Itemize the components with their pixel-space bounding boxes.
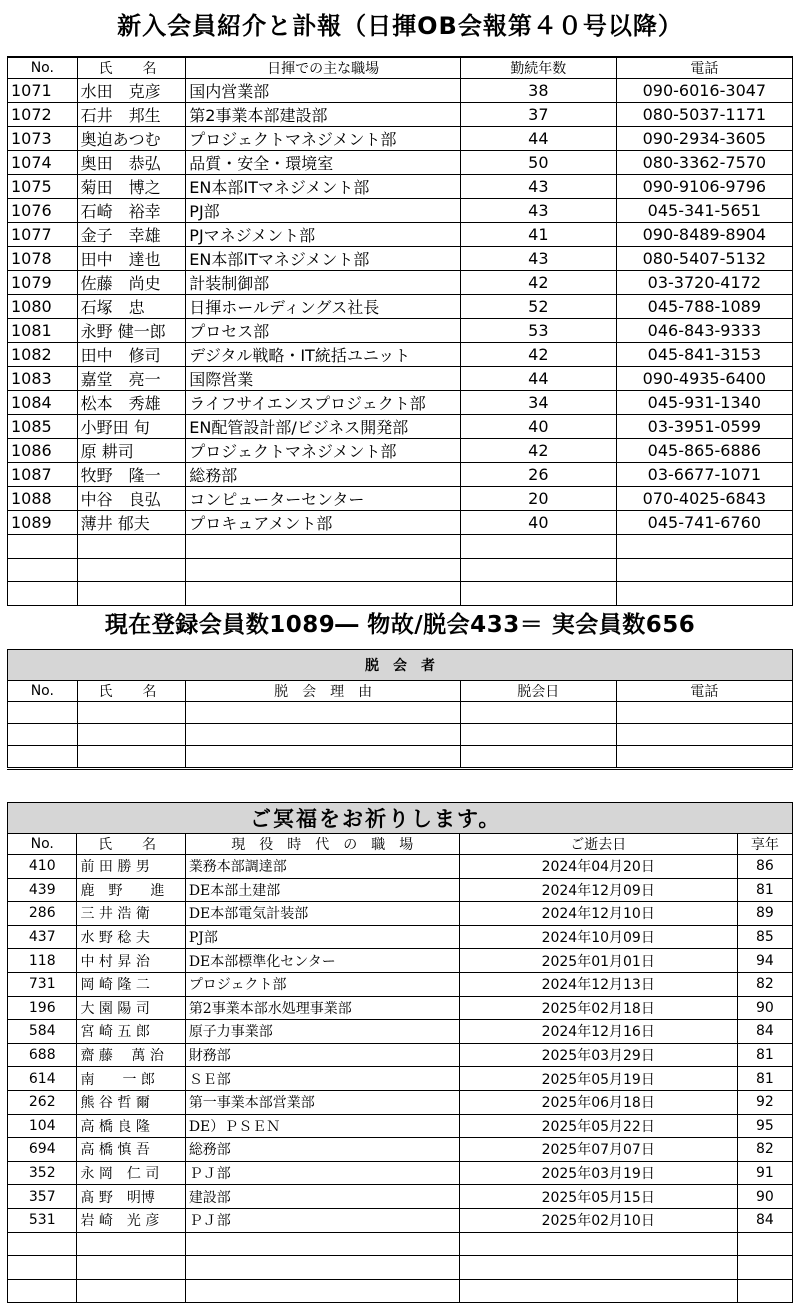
deceased-no: 104 bbox=[8, 1114, 77, 1138]
member-workplace: 国内営業部 bbox=[186, 79, 461, 103]
empty-cell bbox=[186, 724, 461, 746]
member-no: 1085 bbox=[8, 415, 78, 439]
member-workplace: 総務部 bbox=[186, 463, 461, 487]
header-workplace: 現 役 時 代 の 職 場 bbox=[185, 834, 459, 855]
member-name: 奥迫あつむ bbox=[77, 127, 186, 151]
empty-cell bbox=[8, 1256, 77, 1280]
deceased-workplace: DE本部標準化センター bbox=[185, 949, 459, 973]
empty-cell bbox=[460, 746, 616, 769]
table-row bbox=[8, 1043, 793, 1067]
deceased-name: 髙 野 明博 bbox=[77, 1185, 185, 1209]
deceased-age: 84 bbox=[737, 1208, 792, 1232]
member-name: 石井 邦生 bbox=[77, 103, 186, 127]
member-no: 1087 bbox=[8, 463, 78, 487]
member-name: 薄井 郁夫 bbox=[77, 511, 186, 535]
table-row bbox=[8, 199, 793, 223]
deceased-name: 中 村 昇 治 bbox=[77, 949, 185, 973]
deceased-no: 614 bbox=[8, 1067, 77, 1091]
member-phone: 090-4935-6400 bbox=[616, 367, 792, 391]
blank-row bbox=[8, 558, 793, 582]
member-name: 奥田 恭弘 bbox=[77, 151, 186, 175]
empty-cell bbox=[77, 746, 186, 769]
deceased-name: 高 橋 良 隆 bbox=[77, 1114, 185, 1138]
withdrawn-banner: 脱 会 者 bbox=[8, 650, 793, 681]
deceased-workplace: ＰＪ部 bbox=[185, 1161, 459, 1185]
member-phone: 090-9106-9796 bbox=[616, 175, 792, 199]
deceased-workplace: DE本部電気計装部 bbox=[185, 902, 459, 926]
member-no: 1080 bbox=[8, 295, 78, 319]
empty-cell bbox=[460, 558, 616, 582]
empty-cell bbox=[77, 582, 186, 606]
member-years: 26 bbox=[460, 463, 616, 487]
table-row bbox=[8, 343, 793, 367]
header-reason: 脱 会 理 由 bbox=[186, 681, 461, 702]
table-header-row bbox=[8, 57, 793, 79]
member-no: 1086 bbox=[8, 439, 78, 463]
deceased-name: 三 井 浩 衛 bbox=[77, 902, 185, 926]
deceased-name: 齋 藤 萬 治 bbox=[77, 1043, 185, 1067]
member-no: 1089 bbox=[8, 511, 78, 535]
member-name: 菊田 博之 bbox=[77, 175, 186, 199]
member-workplace: プロジェクトマネジメント部 bbox=[186, 439, 461, 463]
table-header-row bbox=[8, 834, 793, 855]
header-no: No. bbox=[8, 834, 77, 855]
blank-row bbox=[8, 535, 793, 559]
member-years: 53 bbox=[460, 319, 616, 343]
deceased-table bbox=[7, 802, 793, 1303]
empty-cell bbox=[77, 724, 186, 746]
member-years: 50 bbox=[460, 151, 616, 175]
header-death-date: ご逝去日 bbox=[459, 834, 737, 855]
deceased-date: 2025年05月15日 bbox=[459, 1185, 737, 1209]
member-no: 1088 bbox=[8, 487, 78, 511]
table-row bbox=[8, 972, 793, 996]
table-row bbox=[8, 247, 793, 271]
deceased-date: 2024年10月09日 bbox=[459, 925, 737, 949]
deceased-no: 731 bbox=[8, 972, 77, 996]
member-workplace: PJ部 bbox=[186, 199, 461, 223]
empty-cell bbox=[459, 1256, 737, 1280]
deceased-age: 94 bbox=[737, 949, 792, 973]
member-phone: 080-5037-1171 bbox=[616, 103, 792, 127]
empty-cell bbox=[8, 558, 78, 582]
header-years: 勤続年数 bbox=[460, 57, 616, 79]
empty-cell bbox=[737, 1232, 792, 1256]
deceased-date: 2025年07月07日 bbox=[459, 1138, 737, 1162]
member-name: 水田 克彦 bbox=[77, 79, 186, 103]
blank-row bbox=[8, 1232, 793, 1256]
member-phone: 090-2934-3605 bbox=[616, 127, 792, 151]
member-phone: 080-3362-7570 bbox=[616, 151, 792, 175]
member-years: 40 bbox=[460, 511, 616, 535]
member-workplace: プロセス部 bbox=[186, 319, 461, 343]
empty-cell bbox=[8, 724, 78, 746]
blank-row bbox=[8, 724, 793, 746]
deceased-workplace: プロジェクト部 bbox=[185, 972, 459, 996]
member-years: 41 bbox=[460, 223, 616, 247]
blank-row bbox=[8, 702, 793, 724]
member-workplace: コンピューターセンター bbox=[186, 487, 461, 511]
member-workplace: 品質・安全・環境室 bbox=[186, 151, 461, 175]
member-workplace: PJマネジメント部 bbox=[186, 223, 461, 247]
member-years: 43 bbox=[460, 175, 616, 199]
member-workplace: プロキュアメント部 bbox=[186, 511, 461, 535]
empty-cell bbox=[460, 702, 616, 724]
deceased-date: 2024年12月10日 bbox=[459, 902, 737, 926]
deceased-age: 95 bbox=[737, 1114, 792, 1138]
empty-cell bbox=[460, 535, 616, 559]
member-name: 原 耕司 bbox=[77, 439, 186, 463]
member-no: 1079 bbox=[8, 271, 78, 295]
new-members-table bbox=[7, 56, 793, 606]
header-name: 氏 名 bbox=[77, 681, 186, 702]
table-row bbox=[8, 367, 793, 391]
empty-cell bbox=[8, 582, 78, 606]
header-name: 氏 名 bbox=[77, 57, 186, 79]
empty-cell bbox=[616, 582, 792, 606]
table-row bbox=[8, 1020, 793, 1044]
deceased-no: 688 bbox=[8, 1043, 77, 1067]
table-row bbox=[8, 1114, 793, 1138]
member-workplace: EN本部ITマネジメント部 bbox=[186, 175, 461, 199]
blank-row bbox=[8, 582, 793, 606]
empty-cell bbox=[460, 582, 616, 606]
deceased-workplace: 第2事業本部水処理事業部 bbox=[185, 996, 459, 1020]
new-members-title: 新入会員紹介と訃報（日揮OB会報第４０号以降） bbox=[117, 12, 683, 40]
member-years: 37 bbox=[460, 103, 616, 127]
table-row bbox=[8, 1090, 793, 1114]
member-workplace: 第2事業本部建設部 bbox=[186, 103, 461, 127]
table-row bbox=[8, 949, 793, 973]
header-phone: 電話 bbox=[616, 681, 792, 702]
empty-cell bbox=[8, 746, 78, 769]
member-years: 52 bbox=[460, 295, 616, 319]
table-row bbox=[8, 1138, 793, 1162]
empty-cell bbox=[186, 558, 461, 582]
empty-cell bbox=[8, 535, 78, 559]
member-no: 1081 bbox=[8, 319, 78, 343]
deceased-workplace: 総務部 bbox=[185, 1138, 459, 1162]
member-years: 43 bbox=[460, 247, 616, 271]
deceased-age: 81 bbox=[737, 1043, 792, 1067]
deceased-date: 2025年05月22日 bbox=[459, 1114, 737, 1138]
deceased-workplace: PJ部 bbox=[185, 925, 459, 949]
member-phone: 045-865-6886 bbox=[616, 439, 792, 463]
member-name: 小野田 旬 bbox=[77, 415, 186, 439]
deceased-no: 118 bbox=[8, 949, 77, 973]
deceased-age: 91 bbox=[737, 1161, 792, 1185]
deceased-age: 82 bbox=[737, 1138, 792, 1162]
member-workplace: ライフサイエンスプロジェクト部 bbox=[186, 391, 461, 415]
member-phone: 080-5407-5132 bbox=[616, 247, 792, 271]
deceased-name: 岩 崎 光 彦 bbox=[77, 1208, 185, 1232]
member-phone: 03-3951-0599 bbox=[616, 415, 792, 439]
table-row bbox=[8, 487, 793, 511]
deceased-workplace: 建設部 bbox=[185, 1185, 459, 1209]
deceased-date: 2024年12月13日 bbox=[459, 972, 737, 996]
deceased-age: 90 bbox=[737, 996, 792, 1020]
deceased-workplace: DE）ＰＳＥＮ bbox=[185, 1114, 459, 1138]
empty-cell bbox=[185, 1232, 459, 1256]
empty-cell bbox=[616, 746, 792, 769]
table-row bbox=[8, 996, 793, 1020]
table-row bbox=[8, 151, 793, 175]
member-phone: 046-843-9333 bbox=[616, 319, 792, 343]
deceased-age: 84 bbox=[737, 1020, 792, 1044]
member-workplace: 国際営業 bbox=[186, 367, 461, 391]
member-name: 永野 健一郎 bbox=[77, 319, 186, 343]
deceased-name: 宮 崎 五 郎 bbox=[77, 1020, 185, 1044]
member-name: 金子 幸雄 bbox=[77, 223, 186, 247]
table-row bbox=[8, 439, 793, 463]
member-phone: 070-4025-6843 bbox=[616, 487, 792, 511]
member-count-summary: 現在登録会員数1089― 物故/脱会433＝ 実会員数656 bbox=[104, 612, 696, 638]
member-workplace: 日揮ホールディングス社長 bbox=[186, 295, 461, 319]
member-phone: 045-841-3153 bbox=[616, 343, 792, 367]
empty-cell bbox=[616, 724, 792, 746]
member-years: 42 bbox=[460, 271, 616, 295]
empty-cell bbox=[77, 535, 186, 559]
deceased-workplace: 業務本部調達部 bbox=[185, 855, 459, 879]
header-no: No. bbox=[8, 57, 78, 79]
empty-cell bbox=[616, 702, 792, 724]
table-row bbox=[8, 175, 793, 199]
header-name: 氏 名 bbox=[77, 834, 185, 855]
deceased-no: 262 bbox=[8, 1090, 77, 1114]
member-phone: 090-8489-8904 bbox=[616, 223, 792, 247]
member-name: 松本 秀雄 bbox=[77, 391, 186, 415]
member-workplace: プロジェクトマネジメント部 bbox=[186, 127, 461, 151]
table-row bbox=[8, 391, 793, 415]
empty-cell bbox=[186, 746, 461, 769]
deceased-name: 高 橋 慎 吾 bbox=[77, 1138, 185, 1162]
empty-cell bbox=[77, 1256, 185, 1280]
deceased-age: 81 bbox=[737, 878, 792, 902]
empty-cell bbox=[77, 702, 186, 724]
empty-cell bbox=[460, 724, 616, 746]
deceased-date: 2025年05月19日 bbox=[459, 1067, 737, 1091]
empty-cell bbox=[8, 702, 78, 724]
header-no: No. bbox=[8, 681, 78, 702]
member-no: 1073 bbox=[8, 127, 78, 151]
deceased-date: 2025年03月19日 bbox=[459, 1161, 737, 1185]
member-no: 1084 bbox=[8, 391, 78, 415]
table-row bbox=[8, 79, 793, 103]
deceased-date: 2025年02月10日 bbox=[459, 1208, 737, 1232]
deceased-name: 水 野 稔 夫 bbox=[77, 925, 185, 949]
member-no: 1076 bbox=[8, 199, 78, 223]
deceased-name: 岡 崎 隆 二 bbox=[77, 972, 185, 996]
table-row bbox=[8, 925, 793, 949]
deceased-name: 鹿 野 進 bbox=[77, 878, 185, 902]
deceased-name: 前 田 勝 男 bbox=[77, 855, 185, 879]
empty-cell bbox=[459, 1279, 737, 1303]
deceased-no: 286 bbox=[8, 902, 77, 926]
empty-cell bbox=[459, 1232, 737, 1256]
empty-cell bbox=[77, 1232, 185, 1256]
member-name: 嘉堂 亮一 bbox=[77, 367, 186, 391]
table-row bbox=[8, 319, 793, 343]
member-name: 牧野 隆一 bbox=[77, 463, 186, 487]
empty-cell bbox=[616, 535, 792, 559]
member-name: 中谷 良弘 bbox=[77, 487, 186, 511]
table-row bbox=[8, 1161, 793, 1185]
header-phone: 電話 bbox=[616, 57, 792, 79]
member-years: 34 bbox=[460, 391, 616, 415]
member-phone: 03-3720-4172 bbox=[616, 271, 792, 295]
deceased-no: 439 bbox=[8, 878, 77, 902]
deceased-workplace: 財務部 bbox=[185, 1043, 459, 1067]
empty-cell bbox=[185, 1256, 459, 1280]
deceased-no: 584 bbox=[8, 1020, 77, 1044]
member-no: 1071 bbox=[8, 79, 78, 103]
member-name: 石崎 裕幸 bbox=[77, 199, 186, 223]
table-row bbox=[8, 1208, 793, 1232]
member-years: 42 bbox=[460, 439, 616, 463]
member-phone: 045-341-5651 bbox=[616, 199, 792, 223]
deceased-age: 82 bbox=[737, 972, 792, 996]
deceased-date: 2024年12月16日 bbox=[459, 1020, 737, 1044]
deceased-workplace: 原子力事業部 bbox=[185, 1020, 459, 1044]
empty-cell bbox=[77, 558, 186, 582]
deceased-age: 89 bbox=[737, 902, 792, 926]
member-years: 20 bbox=[460, 487, 616, 511]
empty-cell bbox=[186, 535, 461, 559]
table-row bbox=[8, 855, 793, 879]
member-years: 40 bbox=[460, 415, 616, 439]
deceased-workplace: ＰＪ部 bbox=[185, 1208, 459, 1232]
member-name: 田中 達也 bbox=[77, 247, 186, 271]
member-no: 1074 bbox=[8, 151, 78, 175]
member-no: 1077 bbox=[8, 223, 78, 247]
member-phone: 045-741-6760 bbox=[616, 511, 792, 535]
table-row bbox=[8, 415, 793, 439]
blank-row bbox=[8, 746, 793, 769]
deceased-name: 南 一 郎 bbox=[77, 1067, 185, 1091]
table-row bbox=[8, 103, 793, 127]
member-workplace: デジタル戦略・IT統括ユニット bbox=[186, 343, 461, 367]
withdrawn-table bbox=[7, 649, 793, 770]
table-row bbox=[8, 1067, 793, 1091]
table-row bbox=[8, 271, 793, 295]
deceased-workplace: 第一事業本部営業部 bbox=[185, 1090, 459, 1114]
member-no: 1082 bbox=[8, 343, 78, 367]
deceased-no: 196 bbox=[8, 996, 77, 1020]
deceased-name: 永 岡 仁 司 bbox=[77, 1161, 185, 1185]
member-years: 42 bbox=[460, 343, 616, 367]
empty-cell bbox=[8, 1279, 77, 1303]
deceased-age: 86 bbox=[737, 855, 792, 879]
member-no: 1083 bbox=[8, 367, 78, 391]
empty-cell bbox=[8, 1232, 77, 1256]
member-years: 44 bbox=[460, 127, 616, 151]
member-years: 38 bbox=[460, 79, 616, 103]
deceased-workplace: ＳＥ部 bbox=[185, 1067, 459, 1091]
table-row bbox=[8, 902, 793, 926]
deceased-workplace: DE本部土建部 bbox=[185, 878, 459, 902]
condolence-banner: ご冥福をお祈りします。 bbox=[8, 803, 793, 834]
deceased-name: 大 園 陽 司 bbox=[77, 996, 185, 1020]
member-years: 44 bbox=[460, 367, 616, 391]
member-phone: 090-6016-3047 bbox=[616, 79, 792, 103]
table-row bbox=[8, 511, 793, 535]
table-row bbox=[8, 878, 793, 902]
deceased-no: 531 bbox=[8, 1208, 77, 1232]
deceased-date: 2025年03月29日 bbox=[459, 1043, 737, 1067]
header-age: 享年 bbox=[737, 834, 792, 855]
deceased-date: 2024年04月20日 bbox=[459, 855, 737, 879]
member-name: 石塚 忠 bbox=[77, 295, 186, 319]
member-phone: 03-6677-1071 bbox=[616, 463, 792, 487]
deceased-name: 熊 谷 哲 爾 bbox=[77, 1090, 185, 1114]
empty-cell bbox=[737, 1256, 792, 1280]
member-workplace: EN配管設計部/ビジネス開発部 bbox=[186, 415, 461, 439]
header-workplace: 日揮での主な職場 bbox=[186, 57, 461, 79]
header-withdraw-date: 脱会日 bbox=[460, 681, 616, 702]
deceased-age: 90 bbox=[737, 1185, 792, 1209]
member-no: 1072 bbox=[8, 103, 78, 127]
empty-cell bbox=[616, 558, 792, 582]
deceased-no: 352 bbox=[8, 1161, 77, 1185]
table-row bbox=[8, 127, 793, 151]
table-row bbox=[8, 1185, 793, 1209]
deceased-date: 2025年01月01日 bbox=[459, 949, 737, 973]
empty-cell bbox=[737, 1279, 792, 1303]
member-workplace: EN本部ITマネジメント部 bbox=[186, 247, 461, 271]
deceased-no: 357 bbox=[8, 1185, 77, 1209]
member-phone: 045-931-1340 bbox=[616, 391, 792, 415]
member-workplace: 計装制御部 bbox=[186, 271, 461, 295]
empty-cell bbox=[186, 582, 461, 606]
table-row bbox=[8, 463, 793, 487]
empty-cell bbox=[77, 1279, 185, 1303]
deceased-age: 85 bbox=[737, 925, 792, 949]
deceased-age: 81 bbox=[737, 1067, 792, 1091]
table-header-row bbox=[8, 681, 793, 702]
deceased-no: 410 bbox=[8, 855, 77, 879]
member-name: 田中 修司 bbox=[77, 343, 186, 367]
deceased-age: 92 bbox=[737, 1090, 792, 1114]
deceased-no: 437 bbox=[8, 925, 77, 949]
blank-row bbox=[8, 1256, 793, 1280]
member-no: 1075 bbox=[8, 175, 78, 199]
member-name: 佐藤 尚史 bbox=[77, 271, 186, 295]
deceased-no: 694 bbox=[8, 1138, 77, 1162]
empty-cell bbox=[185, 1279, 459, 1303]
deceased-date: 2025年02月18日 bbox=[459, 996, 737, 1020]
table-row bbox=[8, 295, 793, 319]
member-phone: 045-788-1089 bbox=[616, 295, 792, 319]
member-years: 43 bbox=[460, 199, 616, 223]
deceased-date: 2024年12月09日 bbox=[459, 878, 737, 902]
member-no: 1078 bbox=[8, 247, 78, 271]
empty-cell bbox=[186, 702, 461, 724]
table-row bbox=[8, 223, 793, 247]
deceased-date: 2025年06月18日 bbox=[459, 1090, 737, 1114]
blank-row bbox=[8, 1279, 793, 1303]
